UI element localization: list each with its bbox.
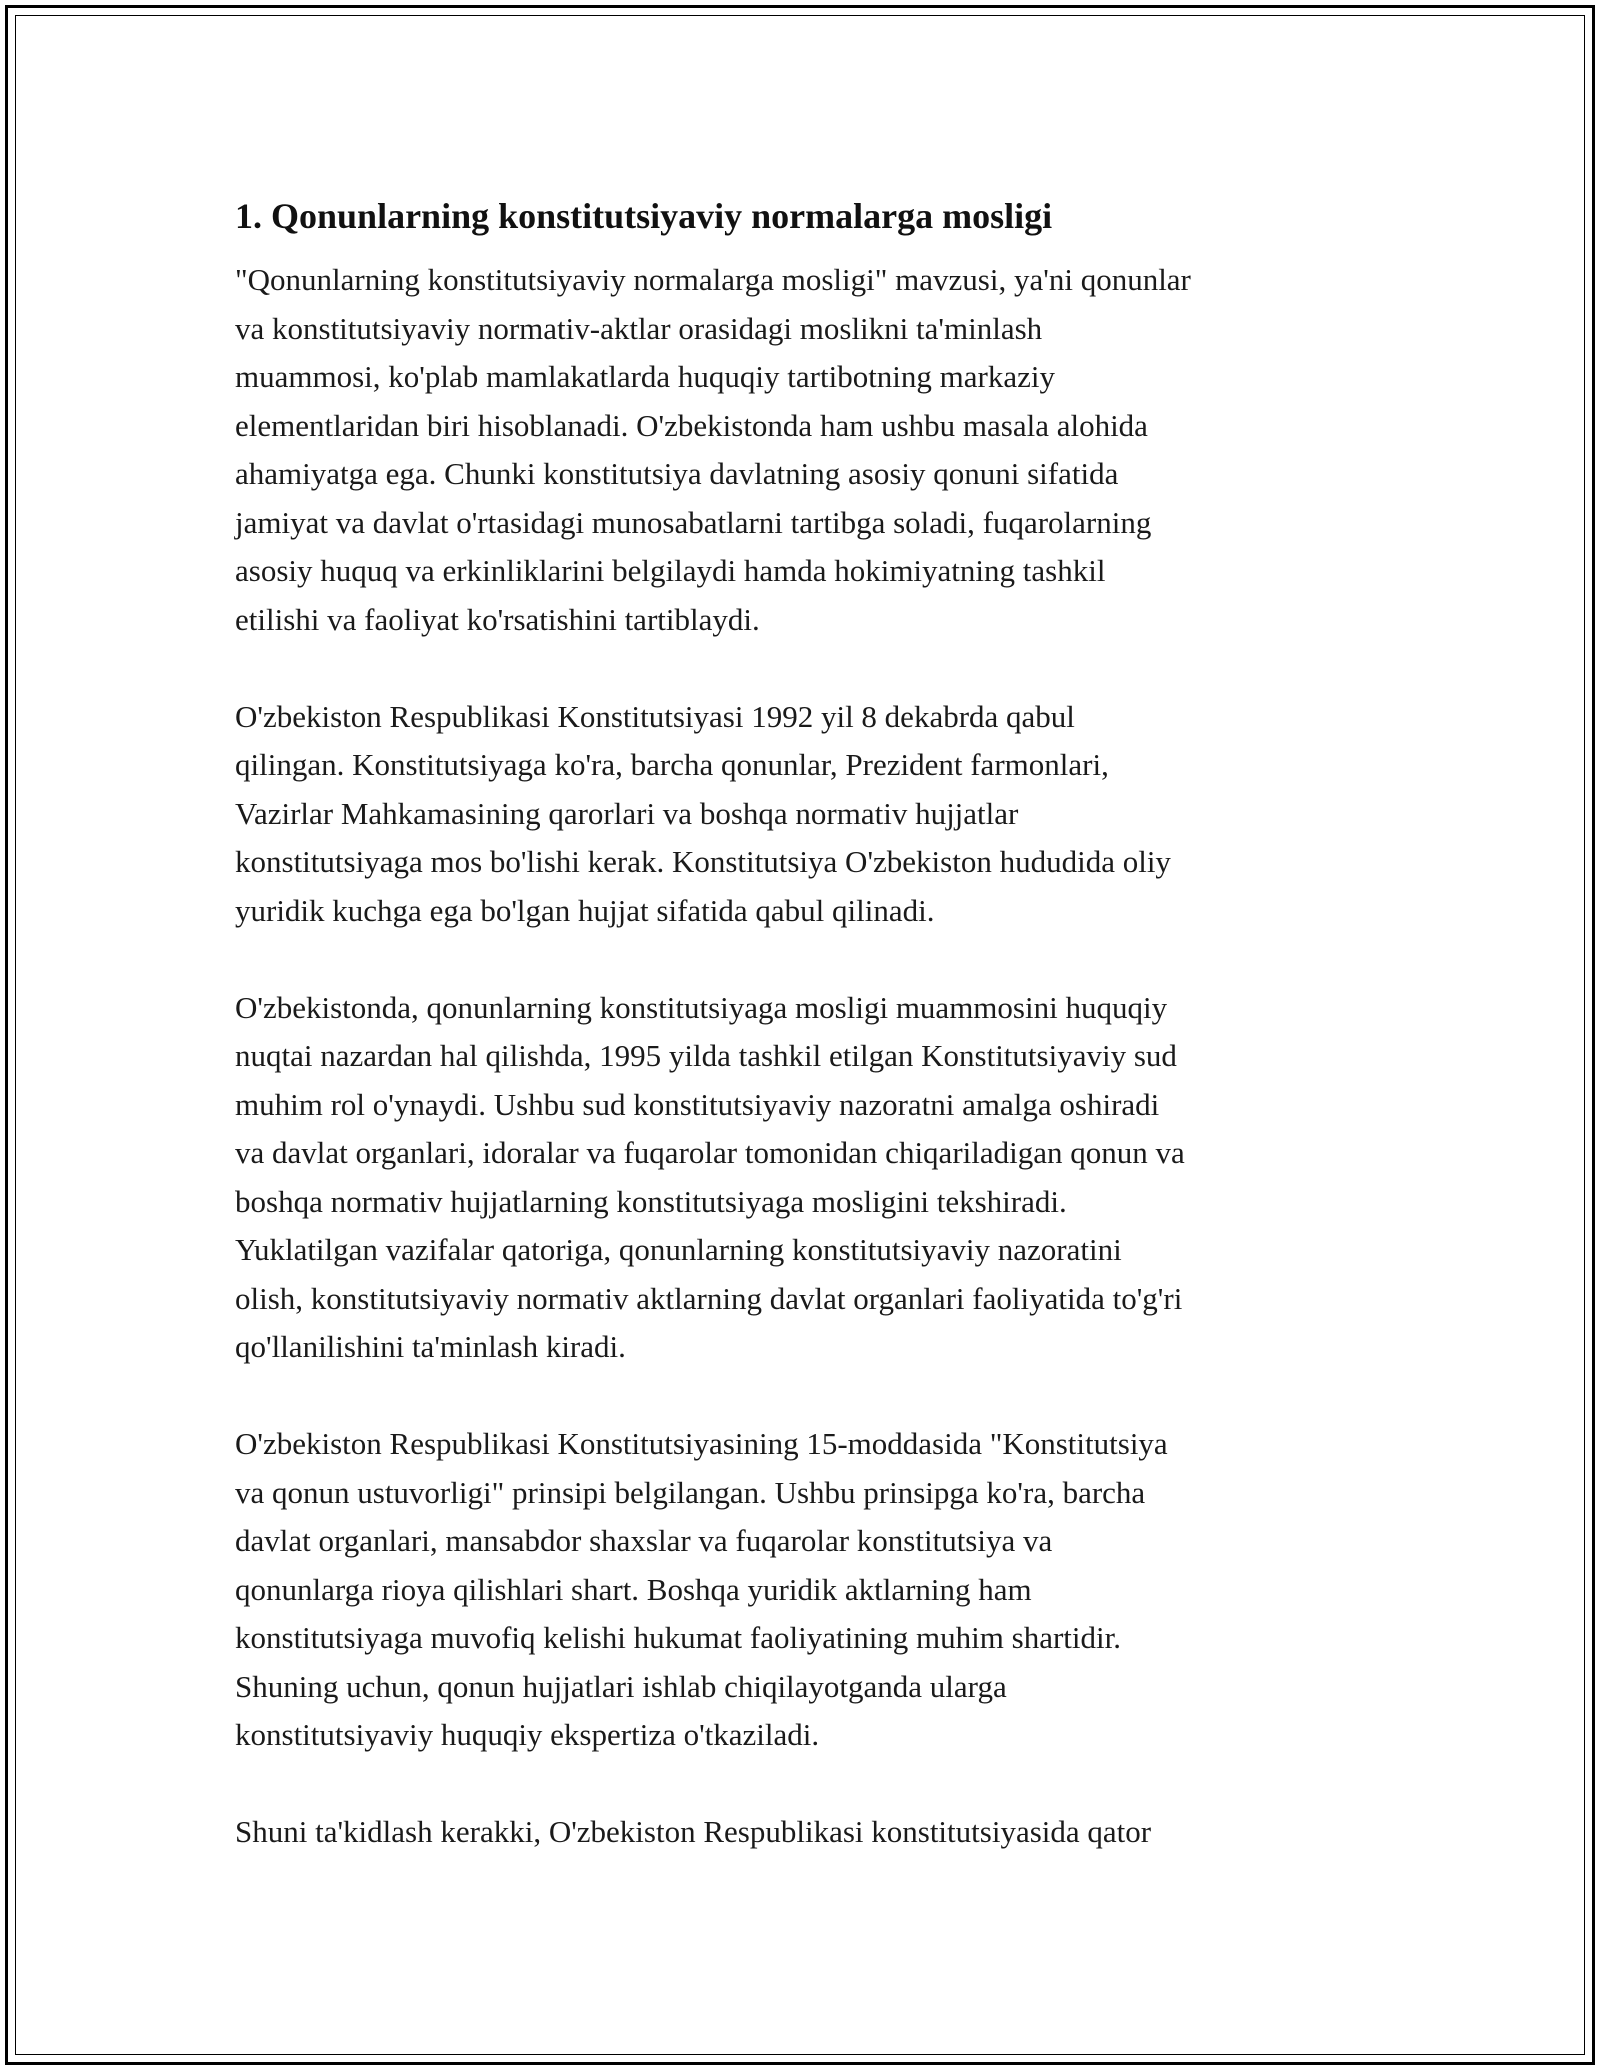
text-line: va qonun ustuvorligi" prinsipi belgilangan. Ushbu prinsipga ko'ra, barcha <box>235 1474 1146 1510</box>
text-line: boshqa normativ hujjatlarning konstitutsiyaga mosligini tekshiradi. <box>235 1183 1067 1219</box>
text-line: olish, konstitutsiyaviy normativ aktlarning davlat organlari faoliyatida to'g'ri <box>235 1280 1183 1316</box>
text-line: jamiyat va davlat o'rtasidagi munosabatlarni tartibga soladi, fuqarolarning <box>235 504 1152 540</box>
text-line: Yuklatilgan vazifalar qatoriga, qonunlarning konstitutsiyaviy nazoratini <box>235 1232 1122 1267</box>
text-line: O'zbekistonda, qonunlarning konstitutsiyaga mosligi muammosini huquqiy <box>235 989 1168 1025</box>
text-line: konstitutsiyaga mos bo'lishi kerak. Konstitutsiya O'zbekiston hududida oliy <box>235 844 1171 879</box>
text-line: Vazirlar Mahkamasining qarorlari va boshqa normativ hujjatlar <box>235 795 1019 831</box>
text-line: elementlaridan biri hisoblanadi. O'zbekistonda ham ushbu masala alohida <box>235 407 1148 443</box>
text-line: qo'llanilishini ta'minlash kiradi. <box>235 1329 626 1364</box>
paragraph-4 <box>235 1420 1375 1760</box>
text-line: konstitutsiyaga muvofiq kelishi hukumat faoliyatining muhim shartidir. <box>235 1620 1121 1655</box>
text-line: asosiy huquq va erkinliklarini belgilaydi hamda hokimiyatning tashkil <box>235 553 1106 588</box>
paragraph-3 <box>235 984 1375 1372</box>
text-line: O'zbekiston Respublikasi Konstitutsiyasining 15-moddasida "Konstitutsiya <box>235 1426 1168 1461</box>
text-line: va konstitutsiyaviy normativ-aktlar orasidagi moslikni ta'minlash <box>235 310 1043 346</box>
text-line: etilishi va faoliyat ko'rsatishini tartiblaydi. <box>235 601 760 637</box>
text-line: davlat organlari, mansabdor shaxslar va fuqarolar konstitutsiya va <box>235 1523 1053 1558</box>
text-line: yuridik kuchga ega bo'lgan hujjat sifatida qabul qilinadi. <box>235 892 935 928</box>
text-line: muhim rol o'ynaydi. Ushbu sud konstitutsiyaviy nazoratni amalga oshiradi <box>235 1086 1160 1122</box>
text-line: ahamiyatga ega. Chunki konstitutsiya davlatning asosiy qonuni sifatida <box>235 456 1119 491</box>
paragraph-5 <box>235 1808 1375 1857</box>
text-line: konstitutsiyaviy huquqiy ekspertiza o'tkaziladi. <box>235 1717 820 1752</box>
section-heading: 1. Qonunlarning konstitutsiyaviy normalarga mosligi <box>235 196 1053 236</box>
text-line: O'zbekiston Respublikasi Konstitutsiyasi 1992 yil 8 dekabrda qabul <box>235 698 1075 734</box>
text-line: muammosi, ko'plab mamlakatlarda huquqiy tartibotning markaziy <box>235 359 1056 394</box>
text-line: qonunlarga rioya qilishlari shart. Boshqa yuridik aktlarning ham <box>235 1571 1032 1607</box>
document-body <box>235 186 1375 1905</box>
paragraph-1 <box>235 256 1375 644</box>
text-line: va davlat organlari, idoralar va fuqarolar tomonidan chiqariladigan qonun va <box>235 1135 1185 1170</box>
text-line: qilingan. Konstitutsiyaga ko'ra, barcha qonunlar, Prezident farmonlari, <box>235 747 1109 782</box>
text-line: Shuning uchun, qonun hujjatlari ishlab chiqilayotganda ularga <box>235 1668 1007 1704</box>
text-line: "Qonunlarning konstitutsiyaviy normalarga mosligi" mavzusi, ya'ni qonunlar <box>235 262 1191 297</box>
paragraph-2 <box>235 693 1375 936</box>
text-line: Shuni ta'kidlash kerakki, O'zbekiston Respublikasi konstitutsiyasida qator <box>235 1814 1152 1849</box>
text-line: nuqtai nazardan hal qilishda, 1995 yilda tashkil etilgan Konstitutsiyaviy sud <box>235 1038 1177 1073</box>
